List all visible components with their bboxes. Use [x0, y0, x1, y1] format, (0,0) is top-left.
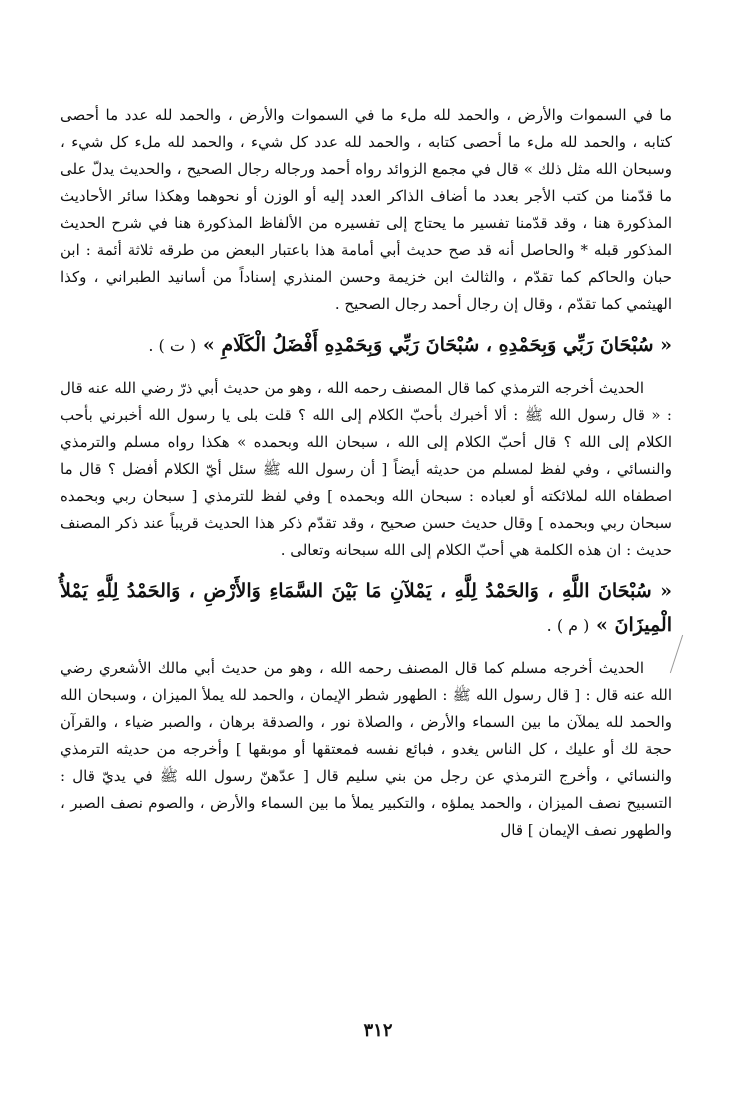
paragraph-2: الحديث أخرجه الترمذي كما قال المصنف رحمه الله ، وهو من حديث أبي ذرّ رضي الله عنه قال : « قال رسول الله ﷺ : ألا أخبرك بأحبّ الكلام إلى الله ؟ قلت بلى يا رسول الله أخبرني بأحب الكلام إلى الله ؟ قال أحبّ الكلام إلى الله ، سبحان الله وبحمده » هكذا رواه مسلم والترمذي والنسائي ، وفي لفظ لمسلم من حديثه أيضاً [ أن رسول الله ﷺ سئل أيّ الكلام أفضل ؟ قال ما اصطفاه الله لملائكته أو لعباده : سبحان الله وبحمده ] وفي لفظ للترمذي [ سبحان ربي وبحمده سبحان ربي وبحمده ] وقال حديث حسن صحيح ، وقد تقدّم ذكر هذا الحديث قريباً عند ذكر المصنف حديث : ان هذه الكلمة هي أحبّ الكلام إلى الله سبحانه وتعالى .	[60, 379, 672, 559]
hadith-quote-1-text: « سُبْحَانَ رَبِّي وَبِحَمْدِهِ ، سُبْحَانَ رَبِّي وَبِحَمْدِهِ أَفْضَلُ الْكَلَامِ »	[202, 334, 672, 356]
page-text-body	[60, 102, 672, 844]
hadith-quote-1-source: ( ت ) .	[148, 336, 197, 355]
paragraph-1: ما في السموات والأرض ، والحمد لله ملء ما في السموات والأرض ، والحمد لله عدد ما أحصى كتابه ، والحمد لله ملء ما أحصى كتابه ، والحمد لله عدد كل شيء ، والحمد لله ملء كل شيء ، وسبحان الله مثل ذلك » قال في مجمع الزوائد رواه أحمد ورجاله رجال الصحيح ، والحديث يدلّ على ما قدّمنا من كتب الأجر بعدد ما أضاف الذاكر العدد إليه أو الوزن أو نحوهما وهكذا سائر الأحاديث المذكورة هنا ، وقد قدّمنا تفسير ما يحتاج إلى تفسيره من الألفاظ المذكورة هنا في شرح الحديث المذكور قبله * والحاصل أنه قد صح حديث أبي أمامة هذا باعتبار البعض من طرقه ثلاثة أئمة : ابن حبان والحاكم كما تقدّم ، والثالث ابن خزيمة وحسن المنذري إسناداً من أسانيد الطبراني ، وكذا الهيثمي كما تقدّم ، وقال إن رجال أحمد رجال الصحيح .	[60, 106, 672, 313]
paragraph-3: الحديث أخرجه مسلم كما قال المصنف رحمه الله ، وهو من حديث أبي مالك الأشعري رضي الله عنه قال : [ قال رسول الله ﷺ : الطهور شطر الإيمان ، والحمد لله يملأ الميزان ، وسبحان الله والحمد لله يملآن ما بين السماء والأرض ، والصلاة نور ، والصدقة برهان ، والصبر ضياء ، والقرآن حجة لك أو عليك ، كل الناس يغدو ، فبائع نفسه فمعتقها أو موبقها ] وأخرجه من حديثه الترمذي والنسائي ، وأخرج الترمذي عن رجل من بني سليم قال [ عدّهنّ رسول الله ﷺ في يديّ قال : التسبيح نصف الميزان ، والحمد يملؤه ، والتكبير يملأ ما بين السماء والأرض ، والصوم نصف الصبر ، والطهور نصف الإيمان ] قال	[60, 659, 672, 839]
hadith-quote-2-source: ( م ) .	[546, 616, 590, 635]
hadith-quote-2-text: « سُبْحَانَ اللَّهِ ، وَالحَمْدُ لِلَّهِ ، يَمْلآنِ مَا بَيْنَ السَّمَاءِ وَالأَرْضِ ، وَالحَمْدُ لِلَّهِ يَمْلأُ الْمِيزَانَ »	[60, 580, 672, 636]
hadith-quote-1	[60, 328, 672, 363]
hadith-quote-2	[60, 574, 672, 643]
page-number: ٣١٢	[363, 1020, 393, 1041]
